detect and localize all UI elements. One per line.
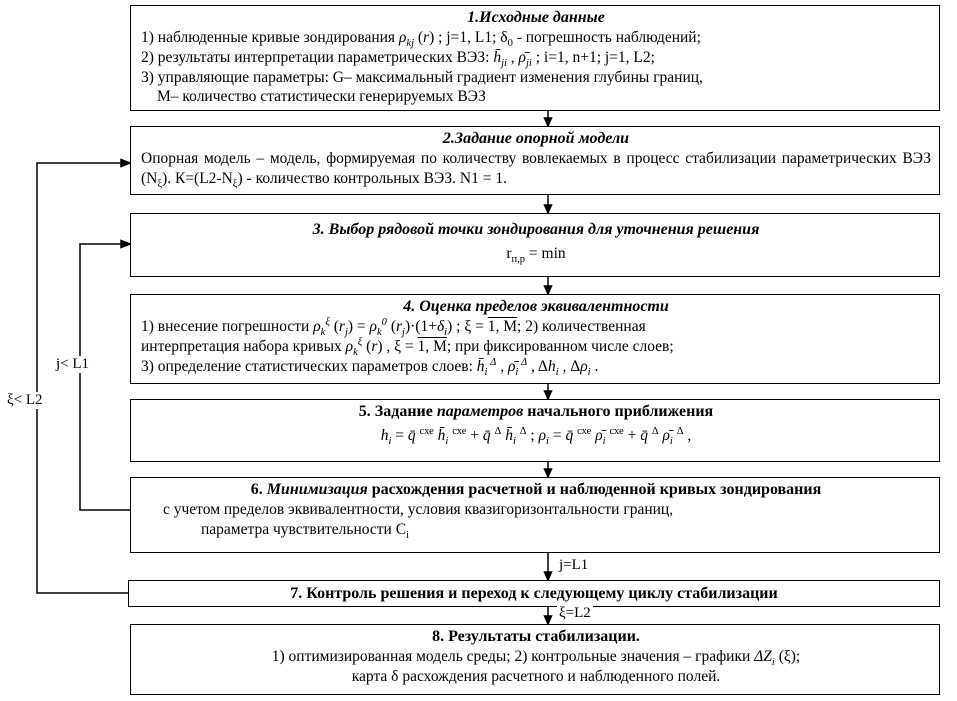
box5-formula: $h_i$ = q̄ $^{схе}$ $h̄_i$ $^{схе}$ + q̄ $^\Delta$ $h̄_i$ $^\Delta$ ; $\rho_i$ = q̄ $^{схе}$ $\rhō_i$ $^{схе}$ + q̄ $^\Delta$ $\rhō_i$ $^\Delta$ , xyxy=(380,425,692,448)
box-solution-control xyxy=(128,580,940,607)
loop-label-xi-less-L2: ξ< L2 xyxy=(7,392,43,408)
box4-title: 4. Оценка пределов эквивалентности xyxy=(403,298,669,315)
box8-line-1: 1) оптимизированная модель среды; 2) контрольные значения – графики $\Delta Z_i$ (ξ); xyxy=(271,648,801,669)
box4-line-1: 1) внесение погрешности $\rho_k^\xi$ $(r_j) = \rho_k^0$ $(r_j)\cdot(1+\delta_i)$ ; ξ = 1, М; 2) количественная xyxy=(141,316,646,339)
box3-formula: $r_{п,р} = \min$ xyxy=(506,245,566,266)
box4-line-3: 3) определение статистических параметров слоев: $h̄_i$ $^\Delta$ , $\rhō_i$ $^\Delta$ , $\Delta h_i$ , $\Delta\rho_i$ . xyxy=(141,356,599,378)
box1-line-2: 2) результаты интерпретации параметрических ВЭЗ: $h̄_{ji}$ , $\rhō_{ji}$ ; i=1, n+1; j=1, L2; xyxy=(141,48,655,69)
box2-title: 2.Задание опорной модели xyxy=(442,130,630,147)
box-stabilization-results xyxy=(130,624,940,695)
arrow-label-j-equals-L1: j=L1 xyxy=(559,557,589,573)
arrowhead-box6-box7 xyxy=(545,572,552,580)
arrow-label-xi-equals-L2: ξ=L2 xyxy=(559,605,591,621)
box1-line-3: 3) управляющие параметры: G– максимальный градиент изменения глубины границ, xyxy=(141,68,703,86)
box6-line-1: с учетом пределов эквивалентности, условия квазигоризонтальности границ, xyxy=(163,501,674,518)
box-reference-model xyxy=(130,126,940,195)
box1-line-4: М– количество статистически генерируемых ВЭЗ xyxy=(157,88,486,106)
box-minimization xyxy=(130,477,940,553)
box5-title: 5. Задание параметров начального приближения xyxy=(358,403,714,420)
arrowhead-box5-box6 xyxy=(545,469,552,477)
box6-line-2: параметра чувствительности $C_i$ xyxy=(201,520,409,541)
box4-line-2: интерпретация набора кривых $\rho_k^\xi$ (r) , ξ = 1, М; при фиксированном числе слоев; xyxy=(141,336,674,358)
box-initial-approximation xyxy=(130,399,940,462)
loop-label-j-less-L1: j< L1 xyxy=(56,356,90,372)
loop-line-inner xyxy=(80,244,130,510)
box8-line-2: карта δ расхождения расчетного и наблюденного полей. xyxy=(351,667,721,685)
arrowhead-box4-box5 xyxy=(545,391,552,399)
arrowhead-box1-box2 xyxy=(545,118,552,126)
box1-title: 1.Исходные данные xyxy=(467,9,605,26)
box6-title: 6. Минимизация расхождения расчетной и наблюденной кривых зондирования xyxy=(250,481,822,498)
arrowhead-box7-box8 xyxy=(545,616,552,624)
arrowhead-loop-outer xyxy=(121,160,130,167)
box3-title: 3. Выбор рядовой точки зондирования для уточнения решения xyxy=(312,221,760,238)
arrowhead-box2-box3 xyxy=(545,205,552,213)
box1-line-1: 1) наблюденные кривые зондирования $\rho_{kj}$ (r) ; j=1, L1; $\delta_0$ - погрешность наблюдений; xyxy=(141,29,701,50)
box8-title: 8. Результаты стабилизации. xyxy=(432,628,640,645)
box2-body: Опорная модель – модель, формируемая по количеству вовлекаемых в процесс стабилизации параметрических ВЭЗ $(N_\xi)$. $К=(L2-N_\xi)$ - количество контрольных ВЭЗ. N1 = 1. xyxy=(141,150,931,190)
arrowhead-loop-inner xyxy=(121,241,130,248)
box-equivalence-limits xyxy=(130,294,940,384)
box7-title: 7. Контроль решения и переход к следующему циклу стабилизации xyxy=(290,584,778,602)
box-initial-data xyxy=(130,5,940,111)
box-point-selection xyxy=(130,213,940,277)
loop-line-outer xyxy=(37,163,128,593)
arrowhead-box3-box4 xyxy=(545,286,552,294)
